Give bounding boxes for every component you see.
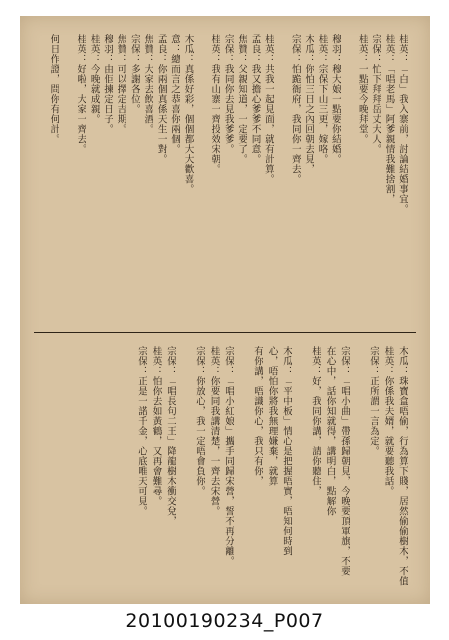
script-line: 宗保：你放心，我一定唔會負你。	[194, 346, 205, 496]
script-line: 木瓜：珠寶盒唔偷，行為算下賤，居然偷偷樹木，不值	[397, 346, 408, 586]
lower-script-section	[48, 346, 408, 596]
script-line: 桂英：共我一起見面，就有計算。	[262, 34, 274, 184]
script-line: 心，唔怕你將我無理嫌棄，就算	[266, 346, 278, 486]
script-line	[178, 346, 191, 596]
script-line: 桂英：怕你去如黃鶴，又再會難尋。	[150, 346, 162, 506]
script-line: 桂英：好啦，大家一齊去。	[75, 34, 87, 154]
script-line: 孟良：你兩個真係天生一對。	[155, 34, 167, 164]
script-line	[61, 34, 72, 319]
script-line: 桂英：你要同我講清楚，一齊去宋營。	[208, 346, 220, 516]
script-line: 桂英：你係我夫婿，就要聽我話。	[382, 346, 394, 496]
script-line: 意：總而言之恭喜你兩個。	[169, 34, 181, 154]
lower-columns	[48, 346, 408, 596]
script-line: 宗保：「唱小紅娘」攜手同歸宋營，誓不再分離。	[223, 346, 234, 566]
script-line: 桂英：「白」我入寨前，討論結婚事宜。	[397, 34, 408, 214]
script-line: 桂英：「唱老馬」阿爹親情我難捨割，	[383, 34, 395, 204]
section-divider	[34, 332, 416, 333]
script-line: 焦贊：可以擇定吉期。	[115, 34, 127, 134]
archive-id-caption: 20100190234_P007	[125, 610, 324, 632]
script-line: 穆羽：由佢揀定日子。	[102, 34, 114, 134]
script-line: 宗保：忙下拜拜岳丈大人。	[370, 34, 382, 154]
script-line: 宗保：我同你去見我爹爹。	[222, 34, 234, 154]
script-line	[352, 346, 365, 596]
script-line: 桂英：今晚就成親。	[88, 34, 100, 124]
script-line	[196, 34, 207, 319]
script-line: 焦贊：大家去飲喜酒。	[142, 34, 154, 134]
script-line: 在心中，話你知就得，講明白，點解你	[324, 346, 336, 516]
upper-script-section	[48, 34, 408, 319]
script-line: 木瓜：真係好彩，個個都大大歡喜。	[182, 34, 194, 194]
script-line: 穆羽：穆大娘一點要你結婚。	[329, 34, 341, 164]
script-line: 桂英：我有山寨一齊投效宋朝。	[209, 34, 221, 174]
script-line: 孟良：我又擔心爹爹不同意。	[249, 34, 261, 164]
script-line: 桂英：宗保下山三更，嫁咯。	[316, 34, 328, 164]
document-page	[20, 16, 430, 604]
script-line: 宗保：怕跪衙府，我同你一齊去。	[289, 34, 301, 184]
script-line: 宗保：正所謂一言為定。	[368, 346, 379, 456]
script-line: 宗保：「唱長句二王」降龍樹木衝交兌，	[165, 346, 176, 526]
script-line: 宗保：「唱小曲」帶孫歸朝見，今晚要頂軍旗，不要	[339, 346, 350, 576]
script-line: 宗保：多謝各位。	[128, 34, 140, 114]
script-line	[343, 34, 354, 319]
script-line: 何日作證，問你有何計。	[48, 34, 60, 144]
script-line: 有你講，唔識你心，我只有你，	[252, 346, 263, 486]
script-line: 木瓜：你怕三日之內回朝去見，	[303, 34, 315, 174]
upper-columns	[48, 34, 408, 319]
script-line: 桂英：一點要今晚拜堂。	[356, 34, 368, 144]
script-line	[294, 346, 307, 596]
script-line: 木瓜：「平中板」情心是把握唔實，唔知何時到	[281, 346, 292, 556]
script-line: 宗保：正是一諾千金，心底唯天可見。	[136, 346, 147, 516]
script-line: 焦贊：父親知道，一定要了。	[236, 34, 248, 164]
script-line: 桂英：好，我同你講，請你聽住，	[310, 346, 321, 496]
script-line	[236, 346, 249, 596]
script-line	[276, 34, 287, 319]
